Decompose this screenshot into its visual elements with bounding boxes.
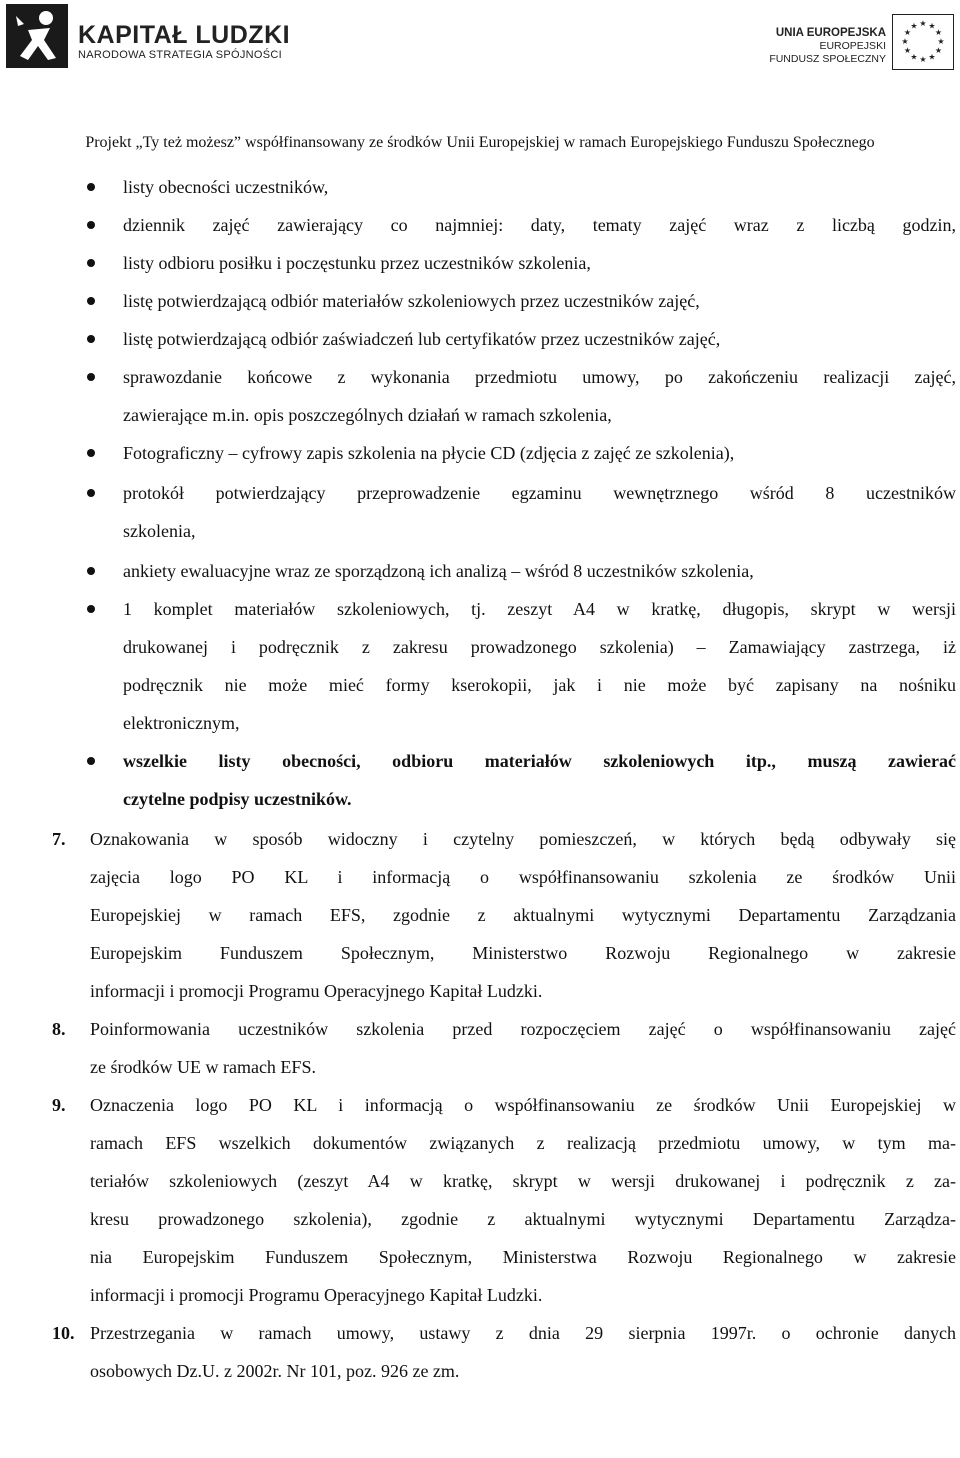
kl-title: KAPITAŁ LUDZKI <box>78 21 291 49</box>
numbered-item-continuation: ramach EFS wszelkich dokumentów związanych z realizacją przedmiotu umowy, w tym ma- <box>90 1133 956 1153</box>
numbered-item-8: 8. Poinformowania uczestników szkolenia przed rozpoczęciem zajęć o współfinansowaniu zajęć <box>52 1019 956 1039</box>
kapital-ludzki-wordmark <box>78 22 290 62</box>
list-item: listy obecności uczestników, <box>0 168 960 206</box>
list-item: protokół potwierdzający przeprowadzenie egzaminu wewnętrznego wśród 8 uczestników <box>0 474 960 512</box>
kl-subtitle: NARODOWA STRATEGIA SPÓJNOŚCI <box>78 49 282 61</box>
list-item: listy odbioru posiłku i poczęstunku przez uczestników szkolenia, <box>0 244 960 282</box>
svg-text:★: ★ <box>934 46 943 55</box>
bullet-icon <box>87 221 95 229</box>
svg-text:★: ★ <box>901 37 909 46</box>
svg-text:★: ★ <box>928 21 936 31</box>
list-item: Fotograficzny – cyfrowy zapis szkolenia na płycie CD (zdjęcia z zajęć ze szkolenia), <box>0 434 960 472</box>
bullet-icon <box>87 757 95 765</box>
list-item: sprawozdanie końcowe z wykonania przedmiotu umowy, po zakończeniu realizacji zajęć, <box>0 358 960 396</box>
list-item: wszelkie listy obecności, odbioru materiałów szkoleniowych itp., muszą zawierać <box>0 742 960 780</box>
numbered-item-9: 9. Oznaczenia logo PO KL i informacją o współfinansowaniu ze środków Unii Europejskiej w <box>52 1095 956 1115</box>
list-item-continuation: czytelne podpisy uczestników. <box>123 789 352 809</box>
eu-wordmark <box>760 26 886 66</box>
bullet-icon <box>87 489 95 497</box>
list-item-continuation: elektronicznym, <box>123 713 240 733</box>
svg-text:★: ★ <box>903 28 912 37</box>
bullet-icon <box>87 567 95 575</box>
bullet-icon <box>87 605 95 613</box>
bullet-icon <box>87 449 95 457</box>
numbered-item-continuation: kresu prowadzonego szkolenia), zgodnie z aktualnymi wytycznymi Departamentu Zarządza- <box>90 1209 956 1229</box>
numbered-item-7: 7. Oznakowania w sposób widoczny i czytelny pomieszczeń, w których będą odbywały się <box>52 829 956 849</box>
eu-flag-icon <box>892 14 954 70</box>
numbered-item-continuation: Europejskiej w ramach EFS, zgodnie z aktualnymi wytycznymi Departamentu Zarządzania <box>90 905 956 925</box>
numbered-item-continuation: zajęcia logo PO KL i informacją o współfinansowaniu szkolenia ze środków Unii <box>90 867 956 887</box>
numbered-item-continuation: teriałów szkoleniowych (zeszyt A4 w kratkę, skrypt w wersji drukowanej i podręcznik z za- <box>90 1171 956 1191</box>
svg-text:★: ★ <box>919 19 927 28</box>
bullet-icon <box>87 297 95 305</box>
svg-text:★: ★ <box>919 55 927 64</box>
list-item-continuation: podręcznik nie może mieć formy kserokopii, jak i nie może być zapisany na nośniku <box>123 675 956 695</box>
bullet-icon <box>87 183 95 191</box>
svg-text:★: ★ <box>934 28 943 37</box>
list-item-continuation: zawierające m.in. opis poszczególnych działań w ramach szkolenia, <box>123 405 612 425</box>
bullet-icon <box>87 373 95 381</box>
bullet-icon <box>87 259 95 267</box>
svg-text:★: ★ <box>937 37 945 46</box>
eu-line-2: FUNDUSZ SPOŁECZNY <box>769 53 886 65</box>
svg-text:★: ★ <box>928 52 936 62</box>
numbered-item-continuation: osobowych Dz.U. z 2002r. Nr 101, poz. 926 ze zm. <box>90 1361 460 1381</box>
eu-title: UNIA EUROPEJSKA <box>775 27 886 39</box>
eu-line-1: EUROPEJSKI <box>819 40 886 52</box>
svg-text:★: ★ <box>910 21 918 31</box>
numbered-item-10: 10. Przestrzegania w ramach umowy, ustawy z dnia 29 sierpnia 1997r. o ochronie danych <box>52 1323 956 1343</box>
numbered-item-continuation: nia Europejskim Funduszem Społecznym, Ministerstwa Rozwoju Regionalnego w zakresie <box>90 1247 956 1267</box>
list-item: listę potwierdzającą odbiór materiałów szkoleniowych przez uczestników zajęć, <box>0 282 960 320</box>
kapital-ludzki-logo-icon <box>6 4 68 68</box>
project-line: Projekt „Ty też możesz” współfinansowany ze środków Unii Europejskiej w ramach Europejskiego Funduszu Społecznego <box>85 134 875 151</box>
list-item: listę potwierdzającą odbiór zaświadczeń lub certyfikatów przez uczestników zajęć, <box>0 320 960 358</box>
document-body <box>0 168 960 1390</box>
svg-text:★: ★ <box>903 46 912 55</box>
numbered-item-continuation: informacji i promocji Programu Operacyjnego Kapitał Ludzki. <box>90 981 543 1001</box>
numbered-item-continuation: informacji i promocji Programu Operacyjnego Kapitał Ludzki. <box>90 1285 543 1305</box>
svg-text:★: ★ <box>910 52 918 62</box>
numbered-item-continuation: Europejskim Funduszem Społecznym, Ministerstwo Rozwoju Regionalnego w zakresie <box>90 943 956 963</box>
list-item-continuation: drukowanej i podręcznik z zakresu prowadzonego szkolenia) – Zamawiający zastrzega, iż <box>123 637 956 657</box>
bullet-icon <box>87 335 95 343</box>
list-item-continuation: szkolenia, <box>123 521 196 541</box>
list-item: ankiety ewaluacyjne wraz ze sporządzoną ich analizą – wśród 8 uczestników szkolenia, <box>0 552 960 590</box>
page-header <box>0 0 960 80</box>
numbered-item-continuation: ze środków UE w ramach EFS. <box>90 1057 316 1077</box>
list-item: 1 komplet materiałów szkoleniowych, tj. zeszyt A4 w kratkę, długopis, skrypt w wersji <box>0 590 960 628</box>
list-item: dziennik zajęć zawierający co najmniej: daty, tematy zajęć wraz z liczbą godzin, <box>0 206 960 244</box>
